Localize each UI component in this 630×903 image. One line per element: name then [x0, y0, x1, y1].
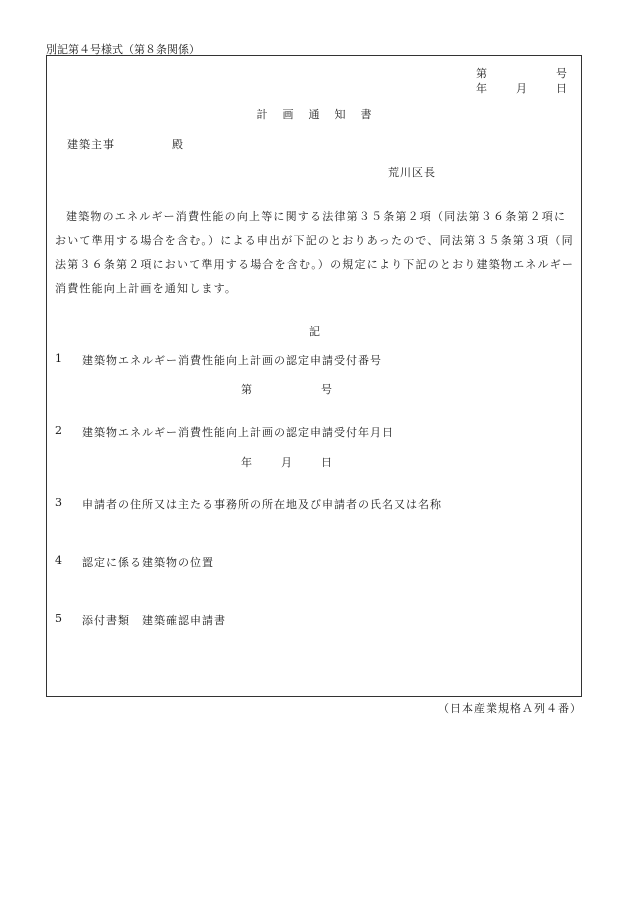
document-frame	[46, 55, 582, 697]
item-3-number: 3	[55, 496, 63, 509]
ki-heading: 記	[309, 325, 321, 338]
item-2-label: 建築物エネルギー消費性能向上計画の認定申請受付年月日	[82, 426, 394, 439]
form-caption: 別記第４号様式（第８条関係）	[46, 43, 200, 56]
item-1-dai: 第	[241, 383, 253, 396]
item-2-number: 2	[55, 424, 63, 437]
item-2-day: 日	[321, 456, 333, 469]
number-go-label: 号	[556, 67, 568, 80]
item-3-label: 申請者の住所又は主たる事務所の所在地及び申請者の氏名又は名称	[82, 498, 442, 511]
item-5-label: 添付書類 建築確認申請書	[82, 614, 226, 627]
item-1-label: 建築物エネルギー消費性能向上計画の認定申請受付番号	[82, 354, 382, 367]
paper-size-note: （日本産業規格Ａ列４番）	[438, 702, 582, 715]
item-5-number: 5	[55, 612, 63, 625]
item-2-month: 月	[281, 456, 293, 469]
issuer-name: 荒川区長	[388, 166, 436, 179]
number-dai-label: 第	[476, 67, 488, 80]
document-title: 計 画 通 知 書	[256, 108, 374, 121]
addressee-honorific: 殿	[172, 138, 184, 151]
addressee-role: 建築主事	[67, 138, 115, 151]
item-4-number: 4	[55, 554, 63, 567]
body-text: 建築物のエネルギー消費性能の向上等に関する法律第３５条第２項（同法第３６条第２項において準用する場合を含む。）による申出が下記のとおりあったので、同法第３５条第３項（同法第３６条第２項において準用する場合を含む。）の規定により下記のとおり建築物エネルギー消費性能向上計画を通知します。	[55, 210, 575, 295]
item-4-label: 認定に係る建築物の位置	[82, 556, 214, 569]
date-day-label: 日	[556, 82, 568, 95]
body-paragraph	[55, 205, 575, 301]
date-month-label: 月	[516, 82, 528, 95]
item-1-go: 号	[321, 383, 333, 396]
item-1-number: 1	[55, 352, 63, 365]
item-2-year: 年	[241, 456, 253, 469]
date-year-label: 年	[476, 82, 488, 95]
